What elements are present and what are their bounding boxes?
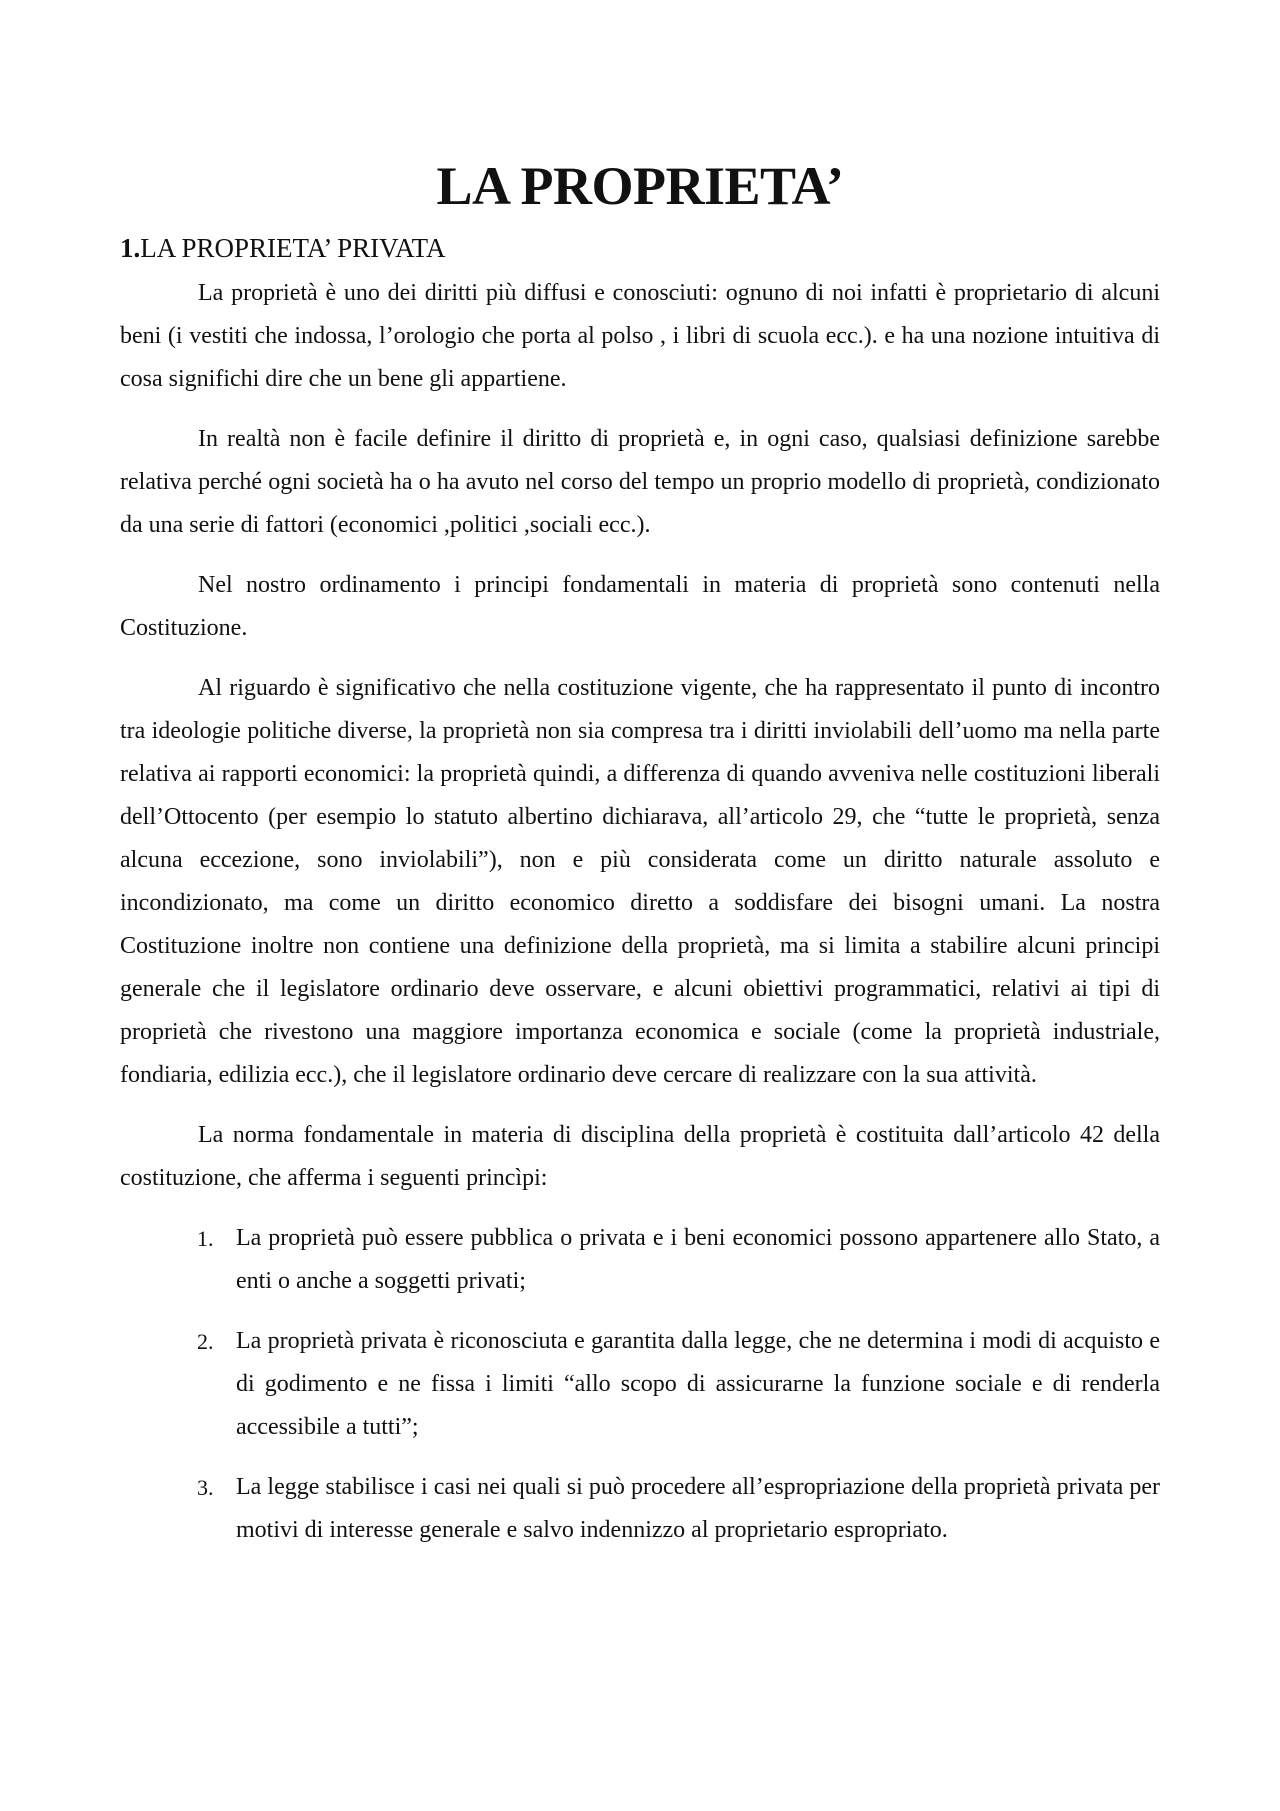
document-content — [120, 150, 1160, 1569]
list-item — [120, 1217, 1160, 1303]
list-item-text: La proprietà privata è riconosciuta e garantita dalla legge, che ne determina i modi di acquisto e di godimento e ne fissa i limiti “allo scopo di assicurarne la funzione sociale e di renderla accessibile a tutti”; — [236, 1328, 1160, 1440]
list-item — [120, 1466, 1160, 1552]
list-item-number: 3. — [197, 1475, 214, 1500]
list-item-number: 1. — [197, 1226, 214, 1251]
paragraph-4: Al riguardo è significativo che nella costituzione vigente, che ha rappresentato il punto di incontro tra ideologie politiche diverse, la proprietà non sia compresa tra i diritti inviolabili dell’uomo ma nella parte relativa ai rapporti economici: la proprietà quindi, a differenza di quando avveniva nelle costituzioni liberali dell’Ottocento (per esempio lo statuto albertino dichiarava, all’articolo 29, che “tutte le proprietà, senza alcuna eccezione, sono inviolabili”), non e più considerata come un diritto naturale assoluto e incondizionato, ma come un diritto economico diretto a soddisfare dei bisogni umani. La nostra Costituzione inoltre non contiene una definizione della proprietà, ma si limita a stabilire alcuni principi generale che il legislatore ordinario deve osservare, e alcuni obiettivi programmatici, relativi ai tipi di proprietà che rivestono una maggiore importanza economica e sociale (come la proprietà industriale, fondiaria, edilizia ecc.), che il legislatore ordinario deve cercare di realizzare con la sua attività. — [120, 675, 1160, 1088]
list-item — [120, 1320, 1160, 1449]
list-item-text: La legge stabilisce i casi nei quali si può procedere all’espropriazione della proprietà privata per motivi di interesse generale e salvo indennizzo al proprietario espropriato. — [236, 1474, 1160, 1543]
paragraph-5: La norma fondamentale in materia di disciplina della proprietà è costituita dall’articolo 42 della costituzione, che afferma i seguenti princìpi: — [120, 1122, 1160, 1191]
section-heading — [120, 230, 1160, 266]
list-item-number: 2. — [197, 1329, 214, 1354]
document-title: LA PROPRIETA’ — [436, 156, 844, 216]
principles-list — [120, 1217, 1160, 1552]
paragraph-3: Nel nostro ordinamento i principi fondamentali in materia di proprietà sono contenuti nella Costituzione. — [120, 572, 1160, 641]
paragraph-1: La proprietà è uno dei diritti più diffusi e conosciuti: ognuno di noi infatti è proprietario di alcuni beni (i vestiti che indossa, l’orologio che porta al polso , i libri di scuola ecc.). e ha una nozione intuitiva di cosa significhi dire che un bene gli appartiene. — [120, 280, 1160, 392]
list-item-text: La proprietà può essere pubblica o privata e i beni economici possono appartenere allo Stato, a enti o anche a soggetti privati; — [236, 1225, 1160, 1294]
section-heading-text: LA PROPRIETA’ PRIVATA — [140, 233, 446, 263]
paragraph-2: In realtà non è facile definire il diritto di proprietà e, in ogni caso, qualsiasi definizione sarebbe relativa perché ogni società ha o ha avuto nel corso del tempo un proprio modello di proprietà, condizionato da una serie di fattori (economici ,politici ,sociali ecc.). — [120, 426, 1160, 538]
section-number: 1. — [120, 233, 141, 263]
